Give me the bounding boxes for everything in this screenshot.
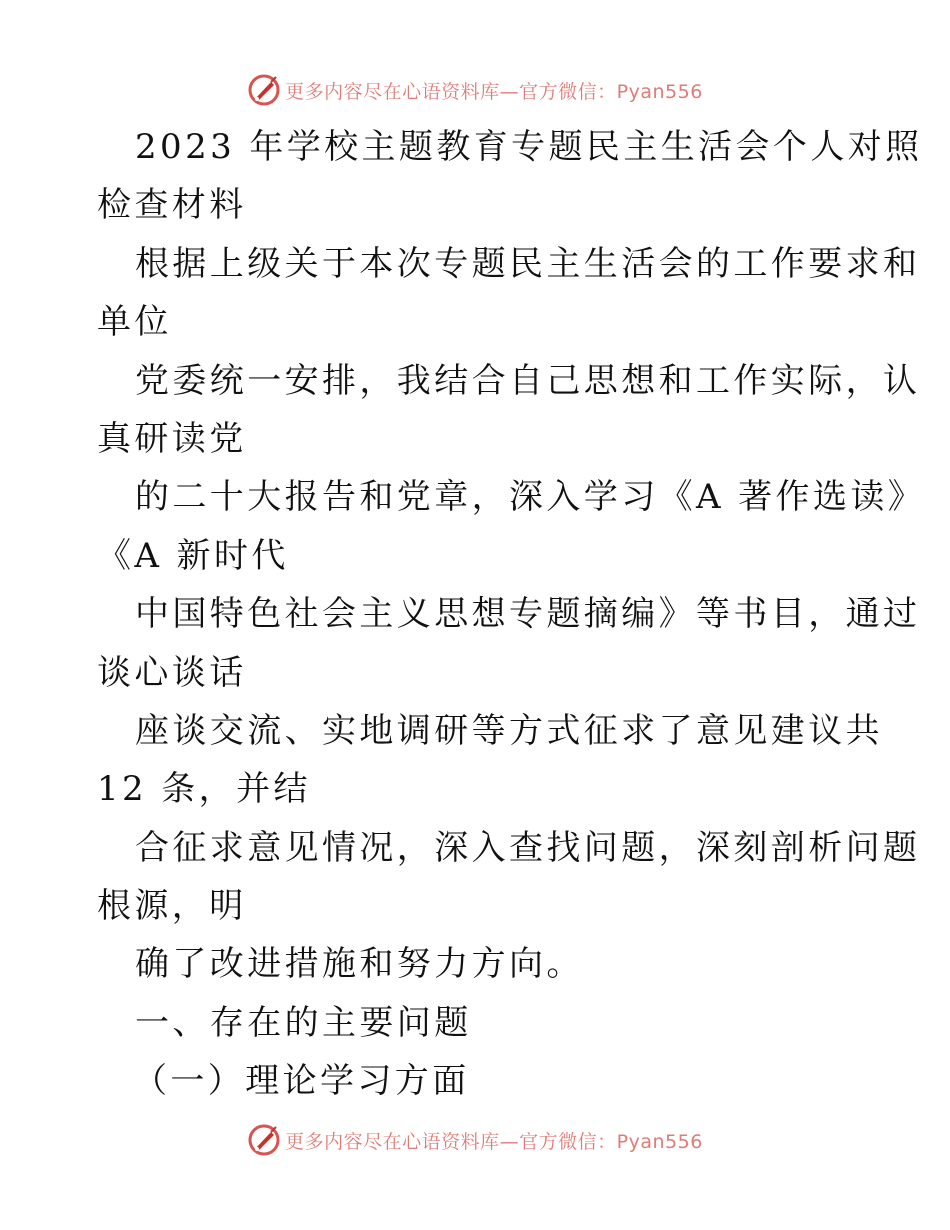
- paragraph-line: 党委统一安排，我结合自己思想和工作实际，认: [135, 360, 921, 401]
- document-title-line-1: 2023 年学校主题教育专题民主生活会个人对照: [135, 127, 923, 167]
- subsection-heading: （一）理论学习方面: [133, 1061, 470, 1102]
- quill-pen-logo-icon: [247, 73, 281, 107]
- paragraph-line: 真研读党: [97, 418, 247, 459]
- paragraph-line: 12 条，并结: [97, 769, 311, 810]
- watermark-text: 更多内容尽在心语资料库—官方微信：Pyan556: [285, 1130, 703, 1153]
- paragraph-line: 谈心谈话: [97, 652, 247, 693]
- footer-watermark-banner: [0, 1120, 950, 1160]
- paragraph-line: 根源，明: [97, 886, 247, 927]
- paragraph-line: 中国特色社会主义思想专题摘编》等书目，通过: [135, 594, 921, 635]
- paragraph-line: 座谈交流、实地调研等方式征求了意见建议共: [135, 710, 883, 751]
- paragraph-line: 的二十大报告和党章，深入学习《A 著作选读》: [135, 477, 926, 518]
- paragraph-line: 根据上级关于本次专题民主生活会的工作要求和: [135, 243, 921, 284]
- paragraph-line: 合征求意见情况，深入查找问题，深刻剖析问题: [135, 827, 921, 868]
- paragraph-line: 确了改进措施和努力方向。: [135, 944, 584, 985]
- section-heading: 一、存在的主要问题: [135, 1002, 472, 1043]
- document-title-line-2: 检查材料: [97, 185, 247, 226]
- quill-pen-logo-icon: [247, 1123, 281, 1157]
- document-body: [97, 118, 926, 1111]
- paragraph-line: 单位: [97, 302, 172, 343]
- watermark-text: 更多内容尽在心语资料库—官方微信：Pyan556: [285, 80, 703, 103]
- header-watermark-banner: [0, 70, 950, 110]
- paragraph-line: 《A 新时代: [97, 535, 289, 576]
